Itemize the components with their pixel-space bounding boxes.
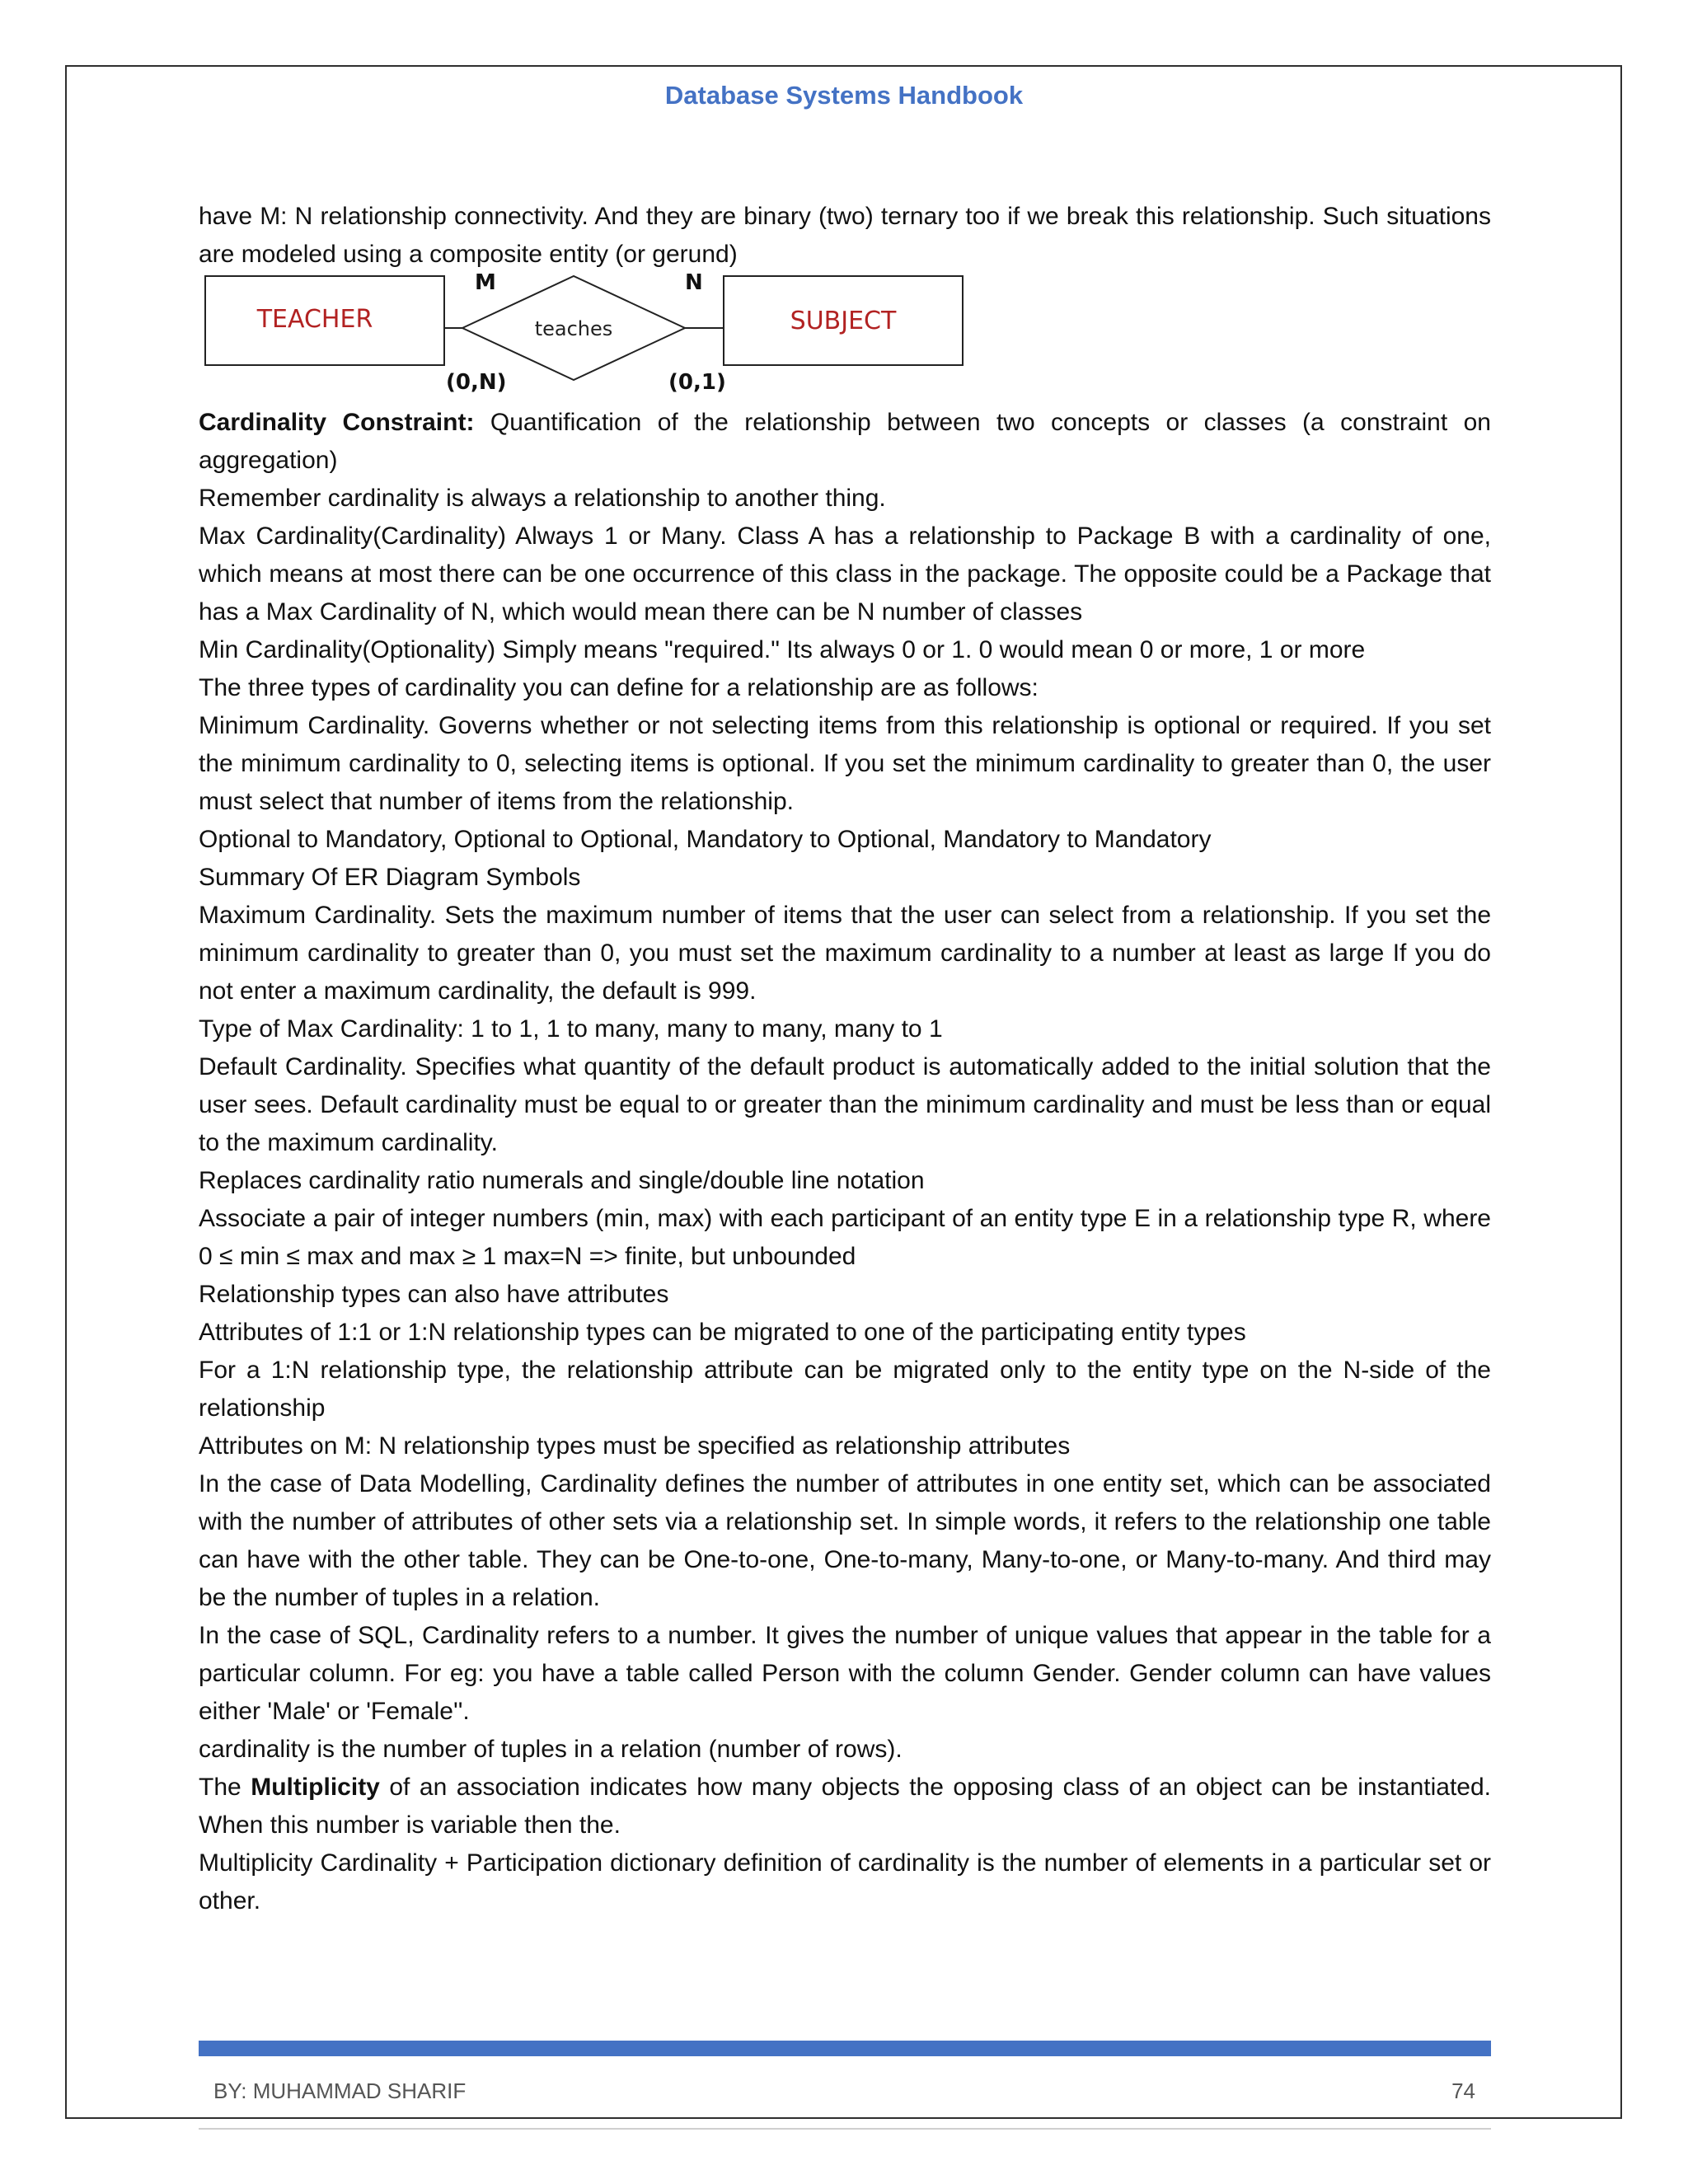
entity-label-teacher: TEACHER xyxy=(256,305,373,334)
body-paragraph: Maximum Cardinality. Sets the maximum number of items that the user can select from a relationship. If you set the minimum cardinality to greater than 0, you must set the maximum cardinality to a number at least as large If you do not enter a maximum cardinality, the default is 999. xyxy=(199,902,1491,1005)
body-paragraph: Default Cardinality. Specifies what quantity of the default product is automatically added to the initial solution that the user sees. Default cardinality must be equal to or greater than the minimum cardinality and must be less than or equal to the maximum cardinality. xyxy=(199,1053,1491,1156)
body-paragraph: Attributes of 1:1 or 1:N relationship types can be migrated to one of the participating entity types xyxy=(199,1319,1246,1346)
body-paragraph: Relationship types can also have attributes xyxy=(199,1281,669,1308)
body-paragraph: For a 1:N relationship type, the relationship attribute can be migrated only to the entity type on the N-side of the relationship xyxy=(199,1357,1491,1422)
multiplicity-pre: The xyxy=(199,1774,251,1801)
body-paragraph: Attributes on M: N relationship types must be specified as relationship attributes xyxy=(199,1432,1071,1460)
cardinality-label-m: M xyxy=(475,274,496,295)
body-paragraph: Min Cardinality(Optionality) Simply means "required." Its always 0 or 1. 0 would mean 0 or more, 1 or more xyxy=(199,636,1366,663)
body-paragraph: Type of Max Cardinality: 1 to 1, 1 to many, many to many, many to 1 xyxy=(199,1015,943,1043)
body-paragraph: Summary Of ER Diagram Symbols xyxy=(199,864,581,891)
multiplicity-post: of an association indicates how many objects the opposing class of an object can be instantiated. When this number is variable then the. xyxy=(199,1774,1491,1839)
cardinality-label-n: N xyxy=(685,274,703,295)
footer-rule xyxy=(199,2128,1491,2130)
relationship-label-teaches: teaches xyxy=(534,317,613,340)
cardinality-constraint-label: Cardinality Constraint: xyxy=(199,409,475,436)
body-paragraph: Replaces cardinality ratio numerals and single/double line notation xyxy=(199,1167,925,1194)
paragraph-list xyxy=(199,480,1491,1769)
entity-label-subject: SUBJECT xyxy=(790,307,897,335)
body-paragraph: In the case of SQL, Cardinality refers to a number. It gives the number of unique values that appear in the table for a particular column. For eg: you have a table called Person with the column Gender. Gender column can have values either 'Male' or 'Female''. xyxy=(199,1622,1491,1725)
page-header-title: Database Systems Handbook xyxy=(664,81,1024,110)
participation-label-right: (0,1) xyxy=(668,370,726,395)
last-paragraph: Multiplicity Cardinality + Participation dictionary definition of cardinality is the number of elements in a particular set or other. xyxy=(199,1849,1491,1915)
page-number: 74 xyxy=(1451,2079,1475,2103)
participation-label-left: (0,N) xyxy=(446,370,507,395)
page-body xyxy=(199,198,1491,1920)
body-paragraph: Associate a pair of integer numbers (min, max) with each participant of an entity type E in a relationship type R, where 0 ≤ min ≤ max and max ≥ 1 max=N => finite, but unbounded xyxy=(199,1205,1491,1270)
cardinality-constraint-text: Quantification of the relationship between two concepts or classes (a constraint on aggregation) xyxy=(199,409,1491,474)
body-paragraph: Max Cardinality(Cardinality) Always 1 or Many. Class A has a relationship to Package B with a cardinality of one, which means at most there can be one occurrence of this class in the package. The opposite could be a Package that has a Max Cardinality of N, which would mean there can be N number of classes xyxy=(199,523,1491,626)
body-paragraph: Minimum Cardinality. Governs whether or not selecting items from this relationship is optional or required. If you set the minimum cardinality to 0, selecting items is optional. If you set the minimum cardinality to greater than 0, the user must select that number of items from the relationship. xyxy=(199,712,1491,815)
body-paragraph: In the case of Data Modelling, Cardinality defines the number of attributes in one entity set, which can be associated with the number of attributes of other sets via a relationship set. In simple words, it refers to the relationship one table can have with the other table. They can be One-to-one, One-to-many, Many-to-one, or Many-to-many. And third may be the number of tuples in a relation. xyxy=(199,1470,1491,1611)
er-diagram-svg xyxy=(199,274,990,397)
footer-bar xyxy=(199,2041,1491,2056)
cardinality-constraint-paragraph xyxy=(199,404,1491,480)
body-paragraph: cardinality is the number of tuples in a relation (number of rows). xyxy=(199,1736,903,1763)
intro-paragraph: have M: N relationship connectivity. And they are binary (two) ternary too if we break this relationship. Such situations are modeled using a composite entity (or gerund) xyxy=(199,203,1491,268)
body-paragraph: Optional to Mandatory, Optional to Optional, Mandatory to Optional, Mandatory to Mandatory xyxy=(199,826,1212,853)
footer-author: BY: MUHAMMAD SHARIF xyxy=(213,2079,467,2103)
multiplicity-paragraph xyxy=(199,1769,1491,1844)
body-paragraph: Remember cardinality is always a relationship to another thing. xyxy=(199,485,886,512)
body-paragraph: The three types of cardinality you can define for a relationship are as follows: xyxy=(199,674,1039,701)
er-diagram-teacher-subject xyxy=(199,274,1491,397)
multiplicity-label: Multiplicity xyxy=(251,1774,380,1801)
